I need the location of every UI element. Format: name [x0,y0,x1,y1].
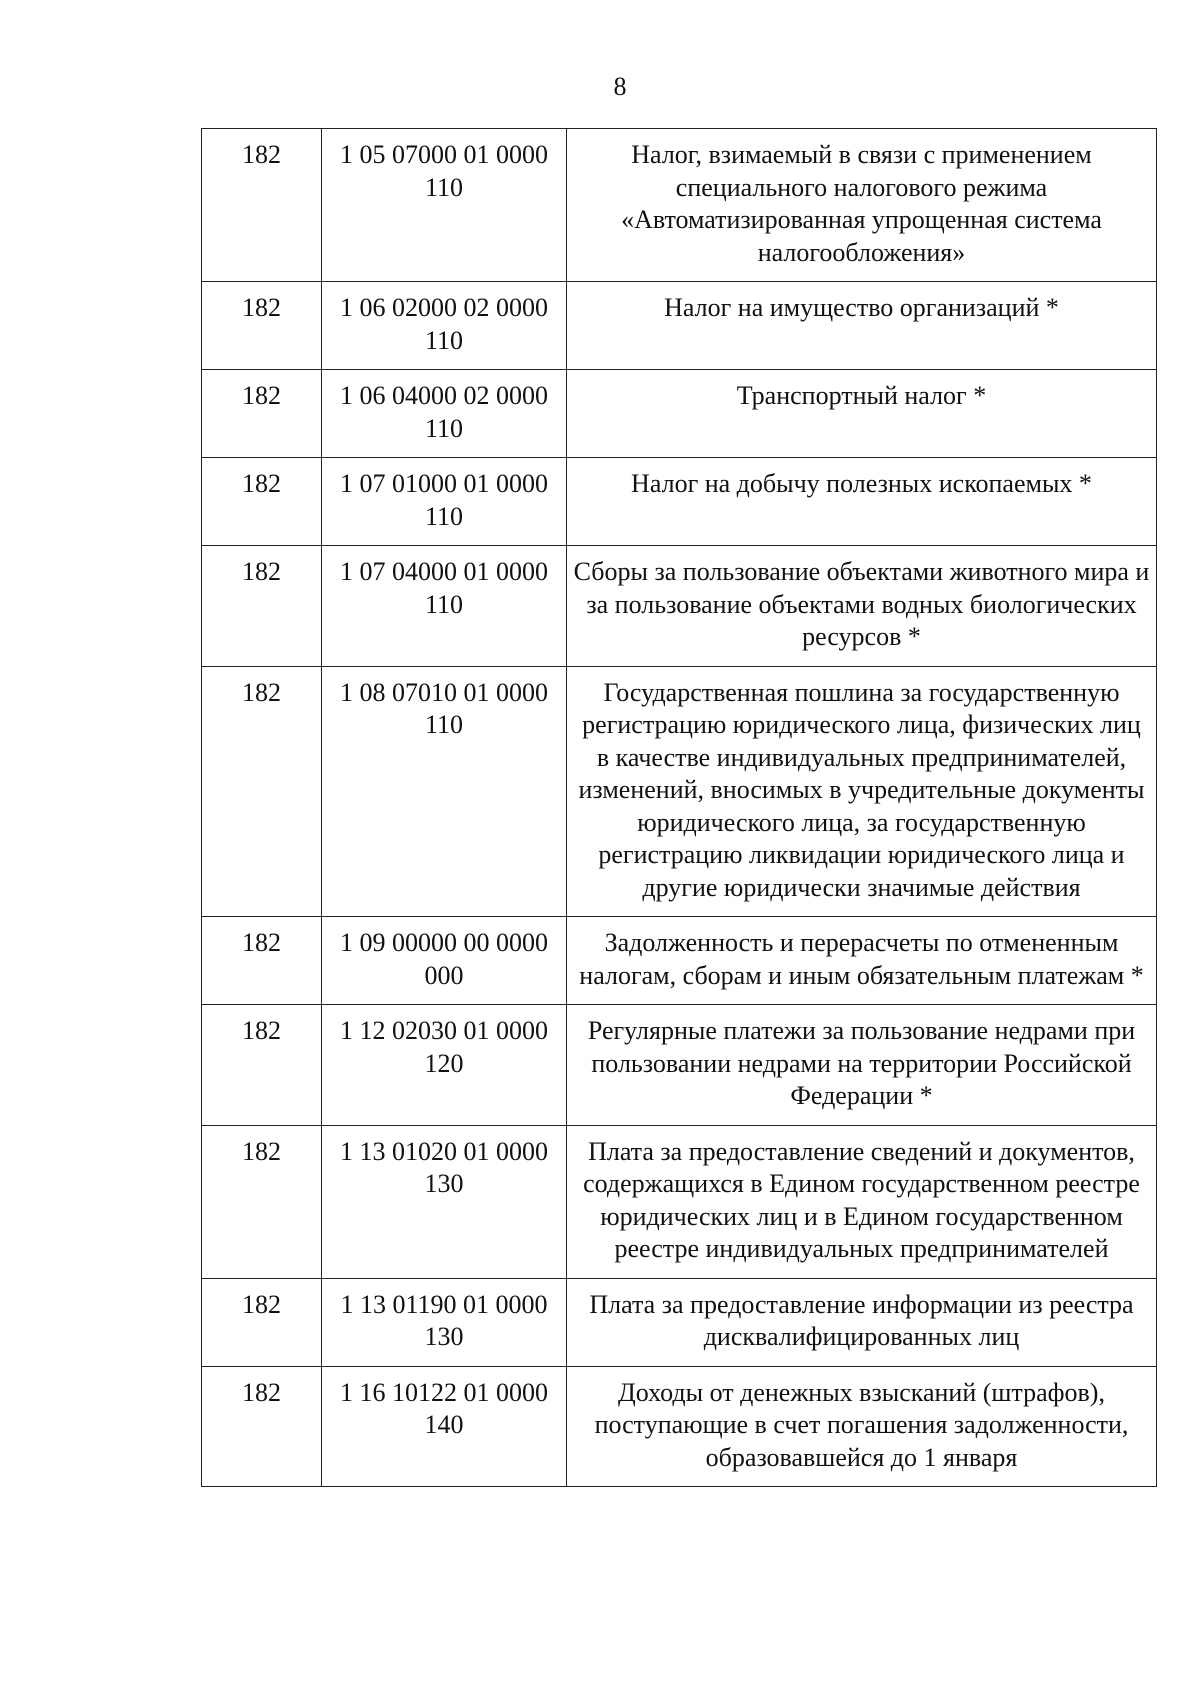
revenue-name-cell: Сборы за пользование объектами животного мира и за пользование объектами водных биологических ресурсов * [567,546,1157,667]
admin-code-cell: 182 [202,129,322,282]
revenue-name-cell: Плата за предоставление информации из реестра дисквалифицированных лиц [567,1278,1157,1366]
table-row [202,1005,1157,1126]
revenue-code-cell: 1 07 01000 01 0000 110 [322,458,567,546]
revenue-code-cell: 1 05 07000 01 0000 110 [322,129,567,282]
admin-code-cell: 182 [202,1366,322,1487]
revenue-code-cell: 1 13 01020 01 0000 130 [322,1125,567,1278]
revenue-name-cell: Плата за предоставление сведений и документов, содержащихся в Едином государственном реестре юридических лиц и в Едином государственном реестре индивидуальных предпринимателей [567,1125,1157,1278]
table-body [202,129,1157,1487]
table-row [202,458,1157,546]
revenue-name-cell: Регулярные платежи за пользование недрами при пользовании недрами на территории Российской Федерации * [567,1005,1157,1126]
admin-code-cell: 182 [202,282,322,370]
revenue-codes-table [201,128,1157,1487]
table-row [202,1278,1157,1366]
revenue-name-cell: Налог, взимаемый в связи с применением специального налогового режима «Автоматизированная упрощенная система налогообложения» [567,129,1157,282]
table-row [202,129,1157,282]
revenue-name-cell: Государственная пошлина за государственную регистрацию юридического лица, физических лиц в качестве индивидуальных предпринимателей, изменений, вносимых в учредительные документы юридического лица, за государственную регистрацию ликвидации юридического лица и другие юридически значимые действия [567,666,1157,917]
admin-code-cell: 182 [202,1278,322,1366]
table-row [202,546,1157,667]
admin-code-cell: 182 [202,666,322,917]
revenue-code-cell: 1 07 04000 01 0000 110 [322,546,567,667]
table-row [202,1366,1157,1487]
revenue-name-cell: Налог на добычу полезных ископаемых * [567,458,1157,546]
revenue-name-cell: Транспортный налог * [567,370,1157,458]
revenue-code-cell: 1 06 02000 02 0000 110 [322,282,567,370]
revenue-code-cell: 1 12 02030 01 0000 120 [322,1005,567,1126]
revenue-name-cell: Доходы от денежных взысканий (штрафов), поступающие в счет погашения задолженности, образовавшейся до 1 января [567,1366,1157,1487]
revenue-code-cell: 1 13 01190 01 0000 130 [322,1278,567,1366]
revenue-name-cell: Задолженность и перерасчеты по отмененным налогам, сборам и иным обязательным платежам * [567,917,1157,1005]
admin-code-cell: 182 [202,370,322,458]
revenue-code-cell: 1 06 04000 02 0000 110 [322,370,567,458]
admin-code-cell: 182 [202,1005,322,1126]
admin-code-cell: 182 [202,546,322,667]
table-row [202,370,1157,458]
table-row [202,282,1157,370]
revenue-name-cell: Налог на имущество организаций * [567,282,1157,370]
revenue-code-cell: 1 09 00000 00 0000 000 [322,917,567,1005]
revenue-code-cell: 1 16 10122 01 0000 140 [322,1366,567,1487]
page-number: 8 [613,72,627,101]
table-row [202,666,1157,917]
admin-code-cell: 182 [202,458,322,546]
revenue-code-cell: 1 08 07010 01 0000 110 [322,666,567,917]
admin-code-cell: 182 [202,1125,322,1278]
table-row [202,1125,1157,1278]
table-row [202,917,1157,1005]
admin-code-cell: 182 [202,917,322,1005]
